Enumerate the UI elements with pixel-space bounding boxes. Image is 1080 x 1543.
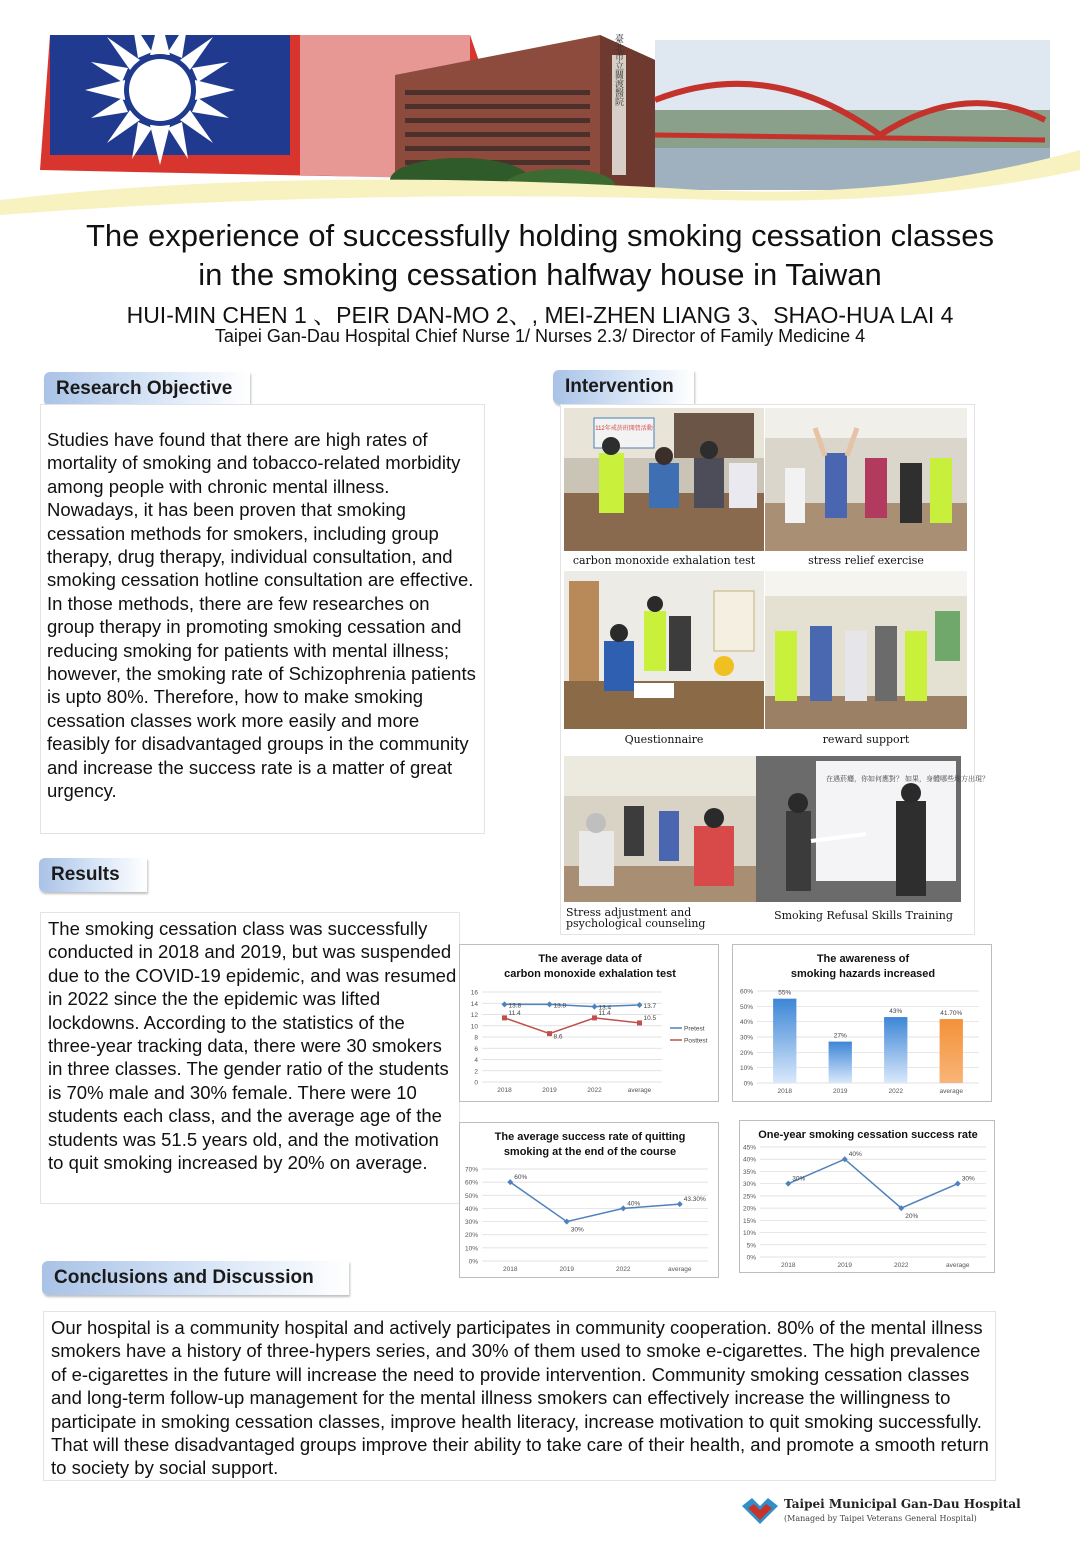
chart3-ytick-label: 70% <box>464 1166 478 1174</box>
chart1-xtick-label: 2018 <box>497 1087 512 1094</box>
hospital-logo-icon <box>740 1496 780 1526</box>
chart3-point <box>620 1205 626 1211</box>
chart4-ytick-label: 45% <box>742 1144 756 1152</box>
chart1-point <box>547 1031 552 1036</box>
chart4-data-label: 40% <box>848 1151 862 1159</box>
chart3-xtick-label: average <box>668 1266 692 1273</box>
results-text: The smoking cessation class was successfully conducted in 2018 and 2019, but was suspended due to the COVID-19 epidemic, and was resumed in 2022 since the the epidemic was lifted lockdowns. According to the statistics of the three-year tracking data, there were 30 smokers in three classes. The gender ratio of the students is 70% male and 30% female. There were 10 students each class, and the average age of the students was 51.5 years old, and the motivation to quit smoking increased by 20% on average. <box>48 918 457 1174</box>
chart4-xtick-label: 2019 <box>837 1262 852 1269</box>
caption-questionnaire: Questionnaire <box>624 733 704 746</box>
conclusions-text: Our hospital is a community hospital and actively participates in community cooperation. 80% of the mental illness smokers have a history of three-hypers series, and 30% of them used to smoke e-cigarettes. The high prevalence of e-cigarettes in the future will increase the need to provide intervention. Community smoking cessation classes and long-term follow-up management for the mental illness smokers can effectively increase the willingness to participate in smoking cessation classes, improve health literacy, increase motivation to quit smoking successfully. That will these disadvantaged groups improve their ability to take care of their health, and promote a smooth return to society by social support. <box>51 1317 989 1479</box>
chart4-point <box>785 1181 791 1187</box>
chart3-data-label: 60% <box>514 1174 528 1182</box>
svg-text:在遇菸癮，你如何應對？ 如果，身體哪些地方出現？: 在遇菸癮，你如何應對？ 如果，身體哪些地方出現？ <box>826 776 989 783</box>
chart1-data-label: 10.5 <box>643 1014 657 1022</box>
chart2-bar-2022 <box>884 1017 907 1083</box>
chart2-xtick-label: 2019 <box>833 1088 848 1095</box>
poster-title-line2: in the smoking cessation halfway house in Taiwan <box>198 257 882 292</box>
caption-stress-relief-exercise: stress relief exercise <box>808 554 924 567</box>
chart2-data-label: 27% <box>833 1032 847 1040</box>
chart1-series-line-pretest <box>505 1004 640 1006</box>
chart1-xtick-label: 2019 <box>542 1087 557 1094</box>
chart2-xtick-label: average <box>939 1088 963 1095</box>
chart4-xtick-label: average <box>946 1262 970 1269</box>
photo-reward-support <box>765 571 967 729</box>
chart1-data-label: 13.8 <box>553 1002 567 1010</box>
chart1-data-label: 13.4 <box>598 1004 612 1012</box>
chart2-data-label: 41.70% <box>940 1010 963 1018</box>
chart3-point <box>677 1201 683 1207</box>
chart3-ytick-label: 0% <box>468 1258 478 1266</box>
chart1-ytick-label: 0 <box>474 1079 478 1087</box>
caption-stress-adjustment-counseling: Stress adjustment and psychological counseling <box>566 906 706 930</box>
chart4-xtick-label: 2018 <box>781 1262 796 1269</box>
chart2-bar-average <box>940 1019 963 1083</box>
chart-awareness <box>732 944 992 1102</box>
affiliation: Taipei Gan-Dau Hospital Chief Nurse 1/ Nurses 2.3/ Director of Family Medicine 4 <box>214 326 866 346</box>
chart-one-year-success <box>739 1120 995 1273</box>
chart1-legend-label: Pretest <box>684 1025 705 1033</box>
photo-stress-relief-exercise <box>765 408 967 551</box>
chart3-ytick-label: 50% <box>464 1192 478 1200</box>
chart1-point <box>592 1015 597 1020</box>
chart2-ytick-label: 30% <box>739 1034 753 1042</box>
chart1-point <box>637 1002 643 1008</box>
chart3-xtick-label: 2018 <box>503 1266 518 1273</box>
chart1-data-label: 13.7 <box>643 1002 657 1010</box>
chart2-ytick-label: 40% <box>739 1019 753 1027</box>
chart1-ytick-label: 12 <box>470 1012 478 1019</box>
chart2-data-label: 55% <box>778 989 792 997</box>
chart3-ytick-label: 40% <box>464 1205 478 1213</box>
chart1-data-label: 11.4 <box>508 1009 521 1017</box>
chart4-ytick-label: 25% <box>742 1193 756 1201</box>
chart2-ytick-label: 10% <box>739 1065 753 1073</box>
chart2-ytick-label: 60% <box>739 988 753 996</box>
research-objective-text: Studies have found that there are high rates of mortality of smoking and tobacco-related morbidity among people with chronic mental illness. Nowadays, it has been proven that smoking cessation methods for smokers, including group therapy, drug therapy, individual consultation, and smoking cessation hotline consultation are effective. In those methods, there are few researches on group therapy in promoting smoking cessation and reducing smoking for patients with mental illness; however, the smoking rate of Schizophrenia patients is upto 80%. Therefore, how to make smoking cessation classes work more easily and more feasibly for disadvantaged groups in the community and increase the success rate is a matter of great urgency. <box>47 429 476 802</box>
chart3-plot <box>460 1123 718 1277</box>
photo-stress-adjustment-counseling <box>564 756 756 902</box>
chart2-title-line1: The awareness of <box>816 953 910 965</box>
chart4-data-label: 30% <box>961 1175 975 1183</box>
chart2-title-line2: smoking hazards increased <box>790 968 936 980</box>
chart4-ytick-label: 10% <box>742 1230 756 1238</box>
chart4-ytick-label: 30% <box>742 1181 756 1189</box>
chart2-bar-2019 <box>829 1042 852 1083</box>
chart1-ytick-label: 16 <box>470 989 478 997</box>
hospital-subtitle: (Managed by Taipei Veterans General Hospital) <box>784 1514 977 1523</box>
chart1-data-label: 13.8 <box>508 1002 522 1010</box>
chart1-data-label: 8.6 <box>553 1033 563 1041</box>
chart1-point <box>502 1001 508 1007</box>
chart1-xtick-label: average <box>627 1087 652 1094</box>
chart3-data-label: 40% <box>627 1200 641 1208</box>
chart4-ytick-label: 15% <box>742 1217 756 1225</box>
caption-carbon-monoxide-test: carbon monoxide exhalation test <box>572 554 756 567</box>
chart4-data-label: 20% <box>905 1213 919 1221</box>
chart3-ytick-label: 10% <box>464 1245 478 1253</box>
chart4-plot <box>740 1121 994 1272</box>
authors: HUI-MIN CHEN 1 、PEIR DAN-MO 2、, MEI-ZHEN LIANG 3、SHAO-HUA LAI 4 <box>126 302 954 328</box>
chart2-xtick-label: 2018 <box>777 1088 792 1095</box>
chart-success-end-course <box>459 1122 719 1278</box>
caption-smoking-refusal-training: Smoking Refusal Skills Training <box>774 909 953 922</box>
chart4-title-line1: One-year smoking cessation success rate <box>758 1129 978 1141</box>
chart2-xtick-label: 2022 <box>888 1088 903 1095</box>
chart1-ytick-label: 14 <box>470 1000 478 1008</box>
chart1-point <box>502 1015 507 1020</box>
chart-co-exhalation <box>459 944 719 1102</box>
caption-reward-support: reward support <box>822 733 910 746</box>
chart3-title-line1: The average success rate of quitting <box>494 1131 686 1143</box>
chart3-title-line2: smoking at the end of the course <box>503 1146 677 1158</box>
chart4-xtick-label: 2022 <box>894 1262 909 1269</box>
chart1-title-line1: The average data of <box>538 953 642 965</box>
chart3-ytick-label: 60% <box>464 1179 478 1187</box>
chart4-ytick-label: 0% <box>746 1254 756 1262</box>
chart3-data-label: 43.30% <box>683 1196 706 1204</box>
conclusions-box <box>43 1311 996 1481</box>
poster-title-line1: The experience of successfully holding smoking cessation classes <box>85 218 995 253</box>
chart4-data-label: 30% <box>792 1175 806 1183</box>
chart1-ytick-label: 10 <box>470 1023 478 1031</box>
chart2-plot <box>733 945 991 1101</box>
chart1-plot <box>460 945 718 1101</box>
chart2-ytick-label: 20% <box>739 1049 753 1057</box>
chart4-ytick-label: 40% <box>742 1156 756 1164</box>
chart3-series-line <box>510 1182 680 1221</box>
svg-text:112年戒菸班開營活動: 112年戒菸班開營活動 <box>595 426 653 432</box>
hospital-name: Taipei Municipal Gan-Dau Hospital <box>784 1497 1021 1511</box>
chart1-legend-label: Posttest <box>684 1037 708 1045</box>
chart3-xtick-label: 2019 <box>559 1266 574 1273</box>
photo-smoking-refusal-training <box>756 756 989 902</box>
chart1-ytick-label: 2 <box>474 1068 478 1076</box>
chart3-data-label: 30% <box>570 1226 584 1234</box>
intervention-photo-panel <box>560 404 989 935</box>
chart2-ytick-label: 50% <box>739 1003 753 1011</box>
chart4-ytick-label: 35% <box>742 1168 756 1176</box>
chart1-ytick-label: 6 <box>474 1045 478 1053</box>
hospital-sign: 臺北市立關渡醫院 <box>614 34 624 106</box>
header-banner <box>0 0 1080 215</box>
results-label: Results <box>39 858 147 892</box>
chart3-ytick-label: 30% <box>464 1219 478 1227</box>
flag-sun-icon <box>85 15 235 165</box>
conclusions-label: Conclusions and Discussion <box>42 1261 349 1295</box>
chart1-point <box>637 1020 642 1025</box>
chart1-title-line2: carbon monoxide exhalation test <box>504 968 676 980</box>
chart1-point <box>592 1004 598 1010</box>
chart3-ytick-label: 20% <box>464 1232 478 1240</box>
chart1-ytick-label: 8 <box>474 1034 478 1042</box>
chart1-xtick-label: 2022 <box>587 1087 602 1094</box>
photo-questionnaire <box>564 571 764 729</box>
results-box <box>40 912 460 1204</box>
chart2-bar-2018 <box>773 999 796 1083</box>
chart1-ytick-label: 4 <box>474 1057 478 1064</box>
research-objective-label: Research Objective <box>44 372 250 406</box>
chart1-data-label: 11.4 <box>598 1009 611 1017</box>
intervention-label: Intervention <box>553 370 694 404</box>
research-objective-box <box>40 404 485 834</box>
photo-carbon-monoxide-test <box>564 408 764 551</box>
chart3-xtick-label: 2022 <box>616 1266 631 1273</box>
chart2-ytick-label: 0% <box>743 1080 753 1088</box>
chart4-point <box>955 1181 961 1187</box>
chart1-point <box>547 1001 553 1007</box>
chart4-ytick-label: 5% <box>746 1242 756 1250</box>
chart2-data-label: 43% <box>889 1008 903 1016</box>
chart4-ytick-label: 20% <box>742 1205 756 1213</box>
